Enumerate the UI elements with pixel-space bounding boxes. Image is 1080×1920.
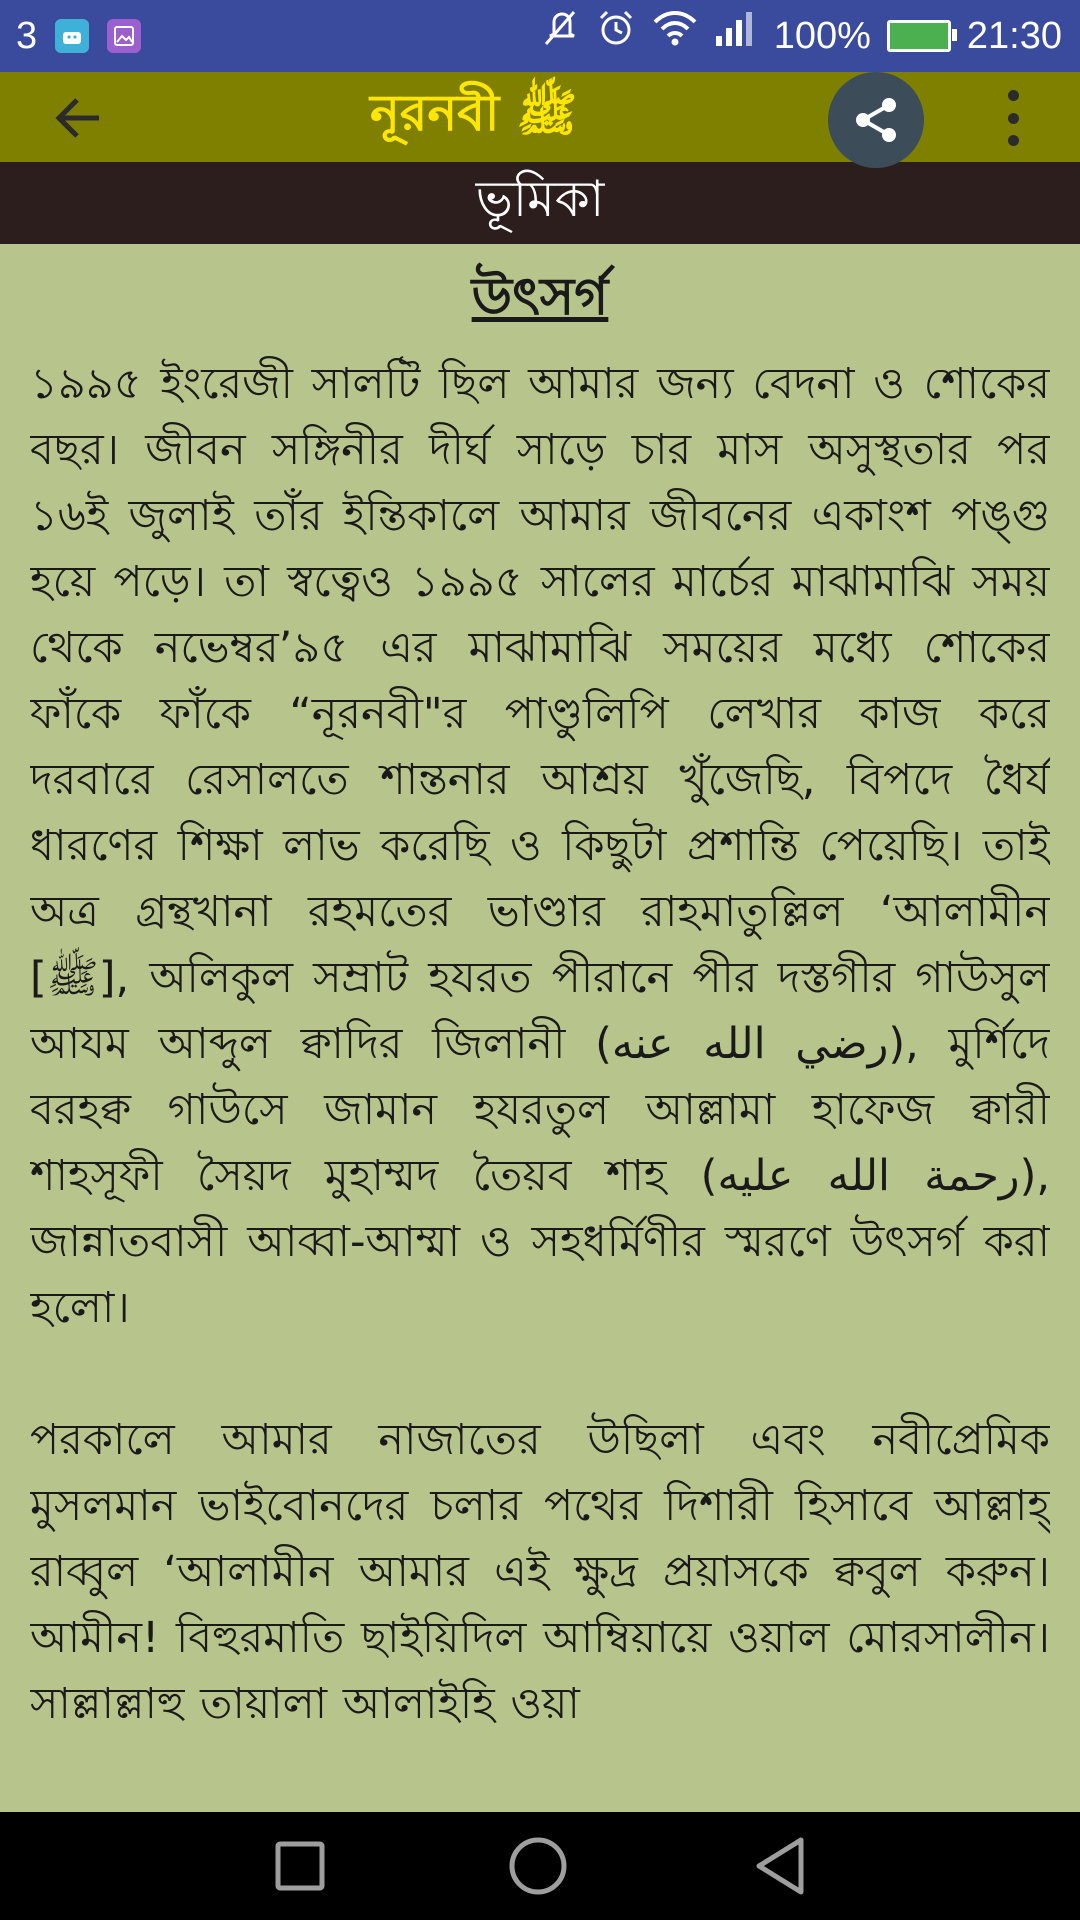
navigation-bar <box>0 1812 1080 1920</box>
signal-icon <box>714 0 758 72</box>
arrow-left-icon <box>51 91 105 145</box>
paragraph: পরকালে আমার নাজাতের উছিলা এবং নবীপ্রেমিক মুসলমান ভাইবোনদের চলার পথের দিশারী হিসাবে আল্লাহ্ রাব্বুল ‘আলামীন আমার এই ক্ষুদ্র প্রয়াসকে ক্ববুল করুন। আমীন! বিহুরমাতি ছাইয়িদিল আম্বিয়ায়ে ওয়াল মোরসালীন। সাল্লাল্লাহু তায়ালা আলাইহি ওয়া <box>30 1415 1050 1729</box>
menu-dot <box>1008 113 1019 124</box>
status-bar <box>0 0 1080 72</box>
clock: 21:30 <box>966 15 1062 57</box>
share-icon <box>849 93 903 147</box>
app-title: নূরনবী ﷺ <box>370 83 578 142</box>
square-icon <box>275 1841 325 1891</box>
recent-apps-button[interactable] <box>270 1836 330 1896</box>
nav-back-button[interactable] <box>750 1836 810 1896</box>
share-button[interactable] <box>828 72 924 168</box>
paragraph: ১৯৯৫ ইংরেজী সালটি ছিল আমার জন্য বেদনা ও শোকের বছর। জীবন সঙ্গিনীর দীর্ঘ সাড়ে চার মাস অসুস্থতার পর ১৬ই জুলাই তাঁর ইন্তিকালে আমার জীবনের একাংশ পঙ্গু হয়ে পড়ে। তা স্বত্বেও ১৯৯৫ সালের মার্চের মাঝামাঝি সময় থেকে নভেম্বর’৯৫ এর মাঝামাঝি সময়ের মধ্যে শোকের ফাঁকে ফাঁকে “নূরনবী"র পাণ্ডুলিপি লেখার কাজ করে দরবারে রেসালতে শান্তনার আশ্রয় খুঁজেছি, বিপদে ধৈর্য ধারণের শিক্ষা লাভ করেছি ও কিছুটা প্রশান্তি পেয়েছি। তাই অত্র গ্রন্থখানা রহমতের ভাণ্ডার রাহমাতুল্লিল ‘আলামীন [ﷺ], অলিকুল সম্রাট হযরত পীরানে পীর দস্তগীর গাউসুল আযম আব্দুল ক্বাদির জিলানী (رضي الله عنه), মুর্শিদে বরহক্ব গাউসে জামান হযরতুল আল্লামা হাফেজ ক্বারী শাহসূফী সৈয়দ মুহাম্মদ তৈয়ব শাহ (رحمة الله عليه), জান্নাতবাসী আব্বা-আম্মা ও সহধর্মিণীর স্মরণে উৎসর্গ করা হলো। <box>30 359 1050 1333</box>
section-header: ভূমিকা <box>0 162 1080 244</box>
android-icon <box>55 19 89 53</box>
more-vert-icon[interactable] <box>996 90 1030 146</box>
circle-icon <box>508 1836 568 1896</box>
triangle-back-icon <box>753 1836 807 1896</box>
home-button[interactable] <box>508 1836 568 1896</box>
mute-icon <box>540 0 580 72</box>
wifi-icon <box>652 0 698 72</box>
battery-charging-icon <box>887 20 951 52</box>
menu-dot <box>1008 90 1019 101</box>
alarm-icon <box>596 0 636 72</box>
status-left <box>16 0 141 72</box>
gallery-icon <box>107 19 141 53</box>
back-button[interactable] <box>48 88 108 148</box>
battery-percent: 100% <box>773 15 871 57</box>
menu-dot <box>1008 135 1019 146</box>
status-right <box>540 0 1062 72</box>
content-title: উৎসর্গ <box>471 267 609 327</box>
content-area[interactable] <box>30 250 1050 1810</box>
notification-count: 3 <box>16 14 38 57</box>
